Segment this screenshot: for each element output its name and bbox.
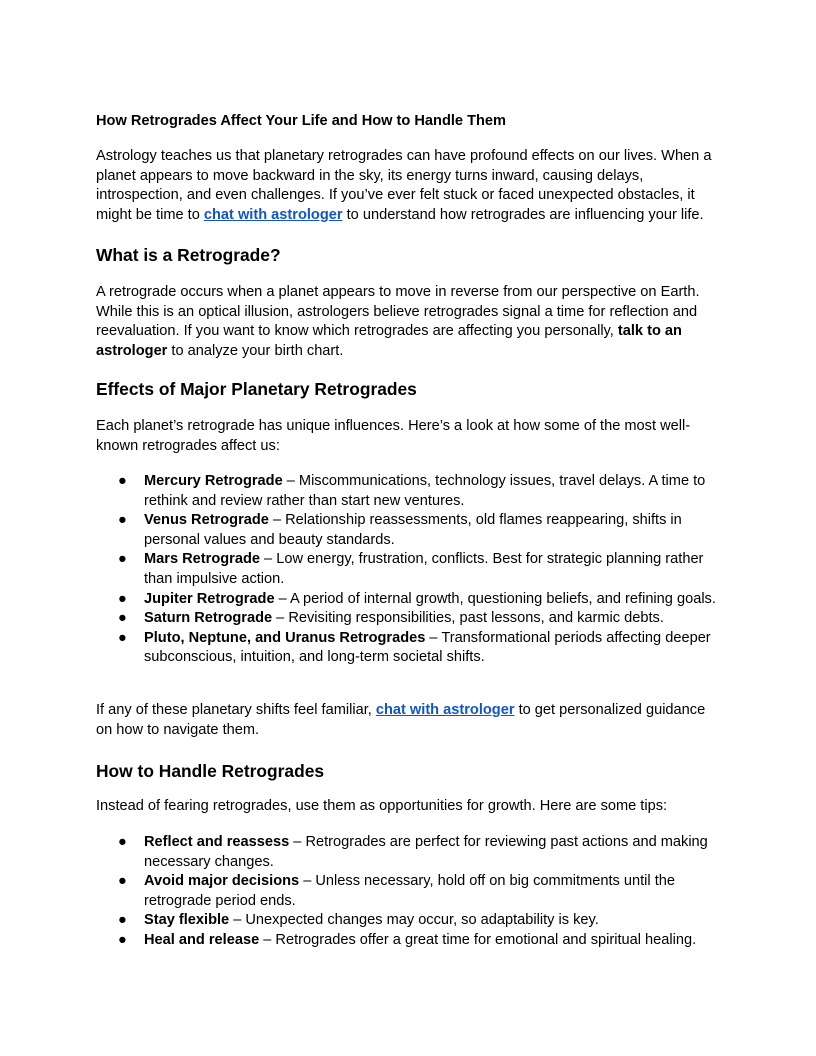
section-heading-how-to-handle: How to Handle Retrogrades <box>96 761 325 781</box>
list-item <box>96 550 720 589</box>
planetary-retrograde-list <box>96 472 720 668</box>
chat-with-astrologer-link-2[interactable]: chat with astrologer <box>375 702 515 718</box>
list-item-text: – Unexpected changes may occur, so adaptability is key. <box>229 912 599 929</box>
bullet-icon: ● <box>118 629 127 646</box>
intro-text-before: Astrology teaches us that planetary retrogrades can have profound effects on our lives. When a planet appears to move backward in the sky, its energy turns inward, causing delays, introspection, and even challenges. If you’ve ever felt stuck or faced unexpected obstacles, it might be time to <box>96 148 712 223</box>
handle-intro-text: Instead of fearing retrogrades, use them as opportunities for growth. Here are some tips: <box>96 798 668 814</box>
intro-text-after: to understand how retrogrades are influencing your life. <box>342 206 704 223</box>
section-heading-what-is-retrograde: What is a Retrograde? <box>96 245 281 265</box>
list-item <box>96 472 720 511</box>
list-item <box>96 931 720 951</box>
list-item-text: – Low energy, frustration, conflicts. Best for strategic planning rather than impulsive action. <box>144 551 704 587</box>
effects-intro-paragraph <box>96 417 720 456</box>
effects-intro-text: Each planet’s retrograde has unique influences. Here’s a look at how some of the most well-known retrogrades affect us: <box>96 418 691 454</box>
bullet-icon: ● <box>118 873 127 890</box>
list-item <box>96 590 720 610</box>
list-item-term: Mercury Retrograde <box>144 473 283 489</box>
list-item-term: Avoid major decisions <box>144 873 300 890</box>
list-item-term: Heal and release <box>144 931 260 948</box>
talk-to-astrologer-emphasis: talk to an astrologer <box>96 323 682 359</box>
list-item-text: – Unless necessary, hold off on big commitments until the retrograde period ends. <box>144 873 676 909</box>
list-item-term: Pluto, Neptune, and Uranus Retrogrades <box>144 629 426 646</box>
section-heading-effects: Effects of Major Planetary Retrogrades <box>96 379 417 399</box>
closing-text-before: If any of these planetary shifts feel familiar, <box>96 702 376 718</box>
bullet-icon: ● <box>118 512 127 529</box>
list-item-term: Reflect and reassess <box>144 834 290 850</box>
retrograde-definition-paragraph <box>96 283 720 361</box>
list-item-text: – Transformational periods affecting deeper subconscious, intuition, and long-term societal shifts. <box>144 629 711 666</box>
list-item-text: – Relationship reassessments, old flames reappearing, shifts in personal values and beauty standards. <box>144 512 682 548</box>
list-item-text: – Miscommunications, technology issues, travel delays. A time to rethink and review rather than start new ventures. <box>144 473 706 509</box>
list-item <box>96 629 720 668</box>
list-item-text: – Revisiting responsibilities, past lessons, and karmic debts. <box>272 610 664 627</box>
chat-with-astrologer-link[interactable]: chat with astrologer <box>203 206 343 223</box>
list-item <box>96 872 720 911</box>
list-item-term: Saturn Retrograde <box>144 610 273 627</box>
list-item <box>96 833 720 872</box>
list-item-text: – Retrogrades offer a great time for emotional and spiritual healing. <box>259 931 697 948</box>
bullet-icon: ● <box>118 912 127 929</box>
bullet-icon: ● <box>118 610 127 627</box>
definition-text-after: to analyze your birth chart. <box>167 342 344 359</box>
intro-paragraph <box>96 147 720 225</box>
handle-intro-paragraph <box>96 797 720 817</box>
definition-text-before: A retrograde occurs when a planet appears to move in reverse from our perspective on Earth. While this is an optical illusion, astrologers believe retrogrades signal a time for reflection and reevaluation. If you want to know which retrogrades are affecting you personally, <box>96 284 700 340</box>
list-item-term: Jupiter Retrograde <box>144 590 275 607</box>
list-item-text: – A period of internal growth, questioning beliefs, and refining goals. <box>274 590 716 607</box>
list-item <box>96 911 720 931</box>
list-item <box>96 511 720 550</box>
bullet-icon: ● <box>118 590 127 607</box>
bullet-icon: ● <box>118 551 127 568</box>
closing-text-after: to get personalized guidance on how to navigate them. <box>96 702 706 738</box>
effects-closing-paragraph <box>96 701 720 740</box>
bullet-icon: ● <box>118 931 127 948</box>
retrograde-tips-list <box>96 833 720 951</box>
bullet-icon: ● <box>118 473 127 489</box>
list-item-term: Stay flexible <box>144 912 230 929</box>
list-item-term: Venus Retrograde <box>144 512 269 529</box>
document-title: How Retrogrades Affect Your Life and How to Handle Them <box>96 113 507 129</box>
bullet-icon: ● <box>118 834 127 850</box>
list-item-text: – Retrogrades are perfect for reviewing past actions and making necessary changes. <box>144 834 708 870</box>
list-item-term: Mars Retrograde <box>144 551 260 568</box>
list-item <box>96 609 720 629</box>
